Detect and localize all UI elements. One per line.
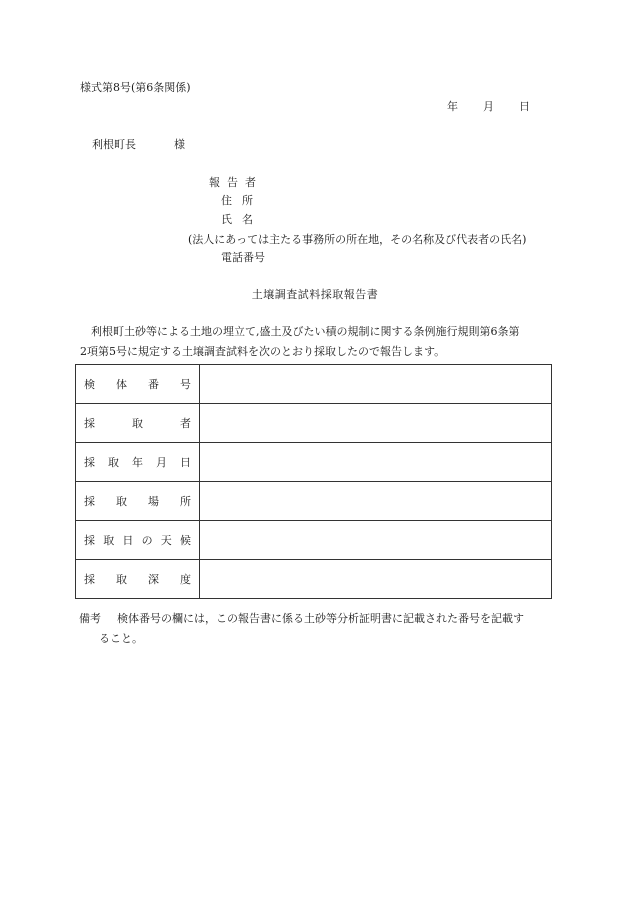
table-row: [76, 404, 552, 443]
row-label-char: 年: [132, 456, 143, 469]
row-label-char: 採: [84, 495, 95, 508]
address-label: 住所: [221, 194, 263, 207]
row-label-char: 場: [148, 495, 159, 508]
date-year-label: 年: [447, 100, 458, 113]
row-label-char: 取: [116, 495, 127, 508]
form-number: 様式第8号(第6条関係): [80, 81, 191, 94]
row-label-char: 取: [116, 573, 127, 586]
row-label-char: 所: [180, 495, 191, 508]
row-value-field[interactable]: [200, 443, 552, 482]
row-value-field[interactable]: [200, 482, 552, 521]
sample-record-table: [75, 364, 552, 599]
table-row: [76, 521, 552, 560]
row-label: [76, 365, 200, 404]
addressee: [92, 138, 185, 152]
row-label-char: 採: [84, 534, 95, 547]
date-line: [447, 100, 530, 114]
date-month-label: 月: [483, 100, 494, 113]
date-day-label: 日: [519, 100, 530, 113]
document-title: 土壌調査試料採取報告書: [251, 288, 379, 301]
row-label-text: [84, 571, 191, 587]
row-label-text: [84, 376, 191, 392]
row-label-char: 取: [132, 417, 143, 430]
row-label-char: 候: [179, 534, 191, 547]
row-label: [76, 521, 200, 560]
row-label-char: 採: [84, 456, 95, 469]
remarks: [79, 609, 554, 649]
addressee-honorific: 様: [174, 138, 185, 151]
reporter-title: 報告者: [209, 176, 263, 189]
row-label-char: 検: [84, 378, 95, 391]
row-label-char: 取: [103, 534, 115, 547]
row-label-text: [84, 415, 191, 431]
remarks-heading: 備考: [79, 612, 101, 625]
row-label-text: [84, 493, 191, 509]
remarks-text-2: ること。: [99, 632, 143, 645]
body-line-1: 利根町土砂等による土地の埋立て,盛土及びたい積の規制に関する条例施行規則第6条第: [91, 325, 520, 338]
row-value-field[interactable]: [200, 404, 552, 443]
corporation-note: (法人にあっては主たる事務所の所在地，その名称及び代表者の氏名): [188, 233, 527, 246]
name-label: 氏名: [221, 213, 263, 226]
row-label-char: の: [141, 534, 153, 547]
body-line-2: 2項第5号に規定する土壌調査試料を次のとおり採取したので報告します。: [80, 345, 446, 358]
addressee-name: 利根町長: [92, 138, 136, 151]
phone-label: 電話番号: [221, 251, 265, 264]
row-label-char: 日: [180, 456, 191, 469]
document-body: [80, 322, 552, 362]
row-label: [76, 482, 200, 521]
table-row: [76, 365, 552, 404]
row-label-char: 取: [108, 456, 119, 469]
row-label-char: 日: [122, 534, 134, 547]
row-label: [76, 443, 200, 482]
row-label: [76, 560, 200, 599]
row-label-char: 度: [180, 573, 191, 586]
row-label-char: 体: [116, 378, 127, 391]
row-label-char: 番: [148, 378, 159, 391]
row-label-char: 月: [156, 456, 167, 469]
row-label-char: 深: [148, 573, 159, 586]
row-value-field[interactable]: [200, 365, 552, 404]
row-label-char: 号: [180, 378, 191, 391]
row-label-text: [84, 454, 191, 470]
row-value-field[interactable]: [200, 521, 552, 560]
table-row: [76, 482, 552, 521]
row-label-char: 採: [84, 573, 95, 586]
row-label: [76, 404, 200, 443]
row-value-field[interactable]: [200, 560, 552, 599]
row-label-text: [84, 532, 191, 548]
row-label-char: 者: [180, 417, 191, 430]
table-row: [76, 560, 552, 599]
row-label-char: 天: [160, 534, 172, 547]
remarks-text-1: 検体番号の欄には，この報告書に係る土砂等分析証明書に記載された番号を記載す: [117, 612, 524, 625]
row-label-char: 採: [84, 417, 95, 430]
table-row: [76, 443, 552, 482]
